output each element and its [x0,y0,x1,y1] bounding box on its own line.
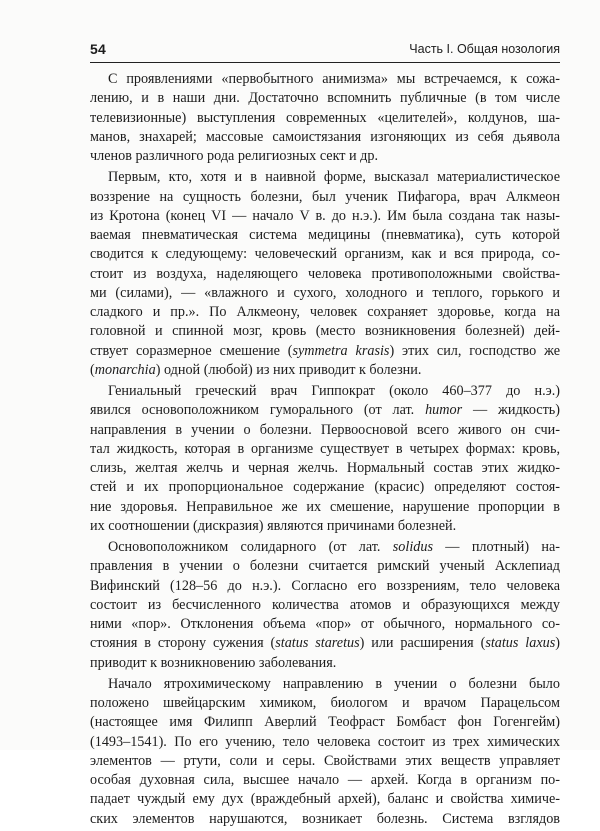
text-line [90,478,560,497]
text-run: воззрение на сущность болезни, был ученик Пифагора, врач Алкмеон [90,188,560,205]
text-line [90,498,560,517]
paragraph [90,382,560,536]
italic-term: symmetra krasis [292,342,390,359]
text-run: членов различного рода религиозных сект и др. [90,148,379,164]
text-line [90,128,560,147]
text-line [90,188,560,207]
text-line [90,382,560,401]
text-run: манов, знахарей; массовые самоистязания изгоняющих из себя дьявола [90,128,560,145]
text-line [90,810,560,829]
text-run: — плотный) на- [432,539,560,555]
paragraph [90,168,560,380]
text-line [90,284,560,303]
text-run: ) или расширения ( [359,635,486,652]
text-line [90,557,560,576]
text-run: приводит к возникновению заболевания. [90,654,337,671]
text-run: тал жидкость, которая в организме существует в четырех формах: кровь, [90,440,560,457]
text-line [90,168,560,187]
text-run: положено швейцарским химиком, биологом и врачом Парацельсом [90,695,560,711]
italic-term: status staretus [275,635,360,652]
text-line [90,733,560,752]
paragraph [90,675,560,829]
text-run: (1493–1541). По его учению, тело человека состоит из трех химических [90,733,560,750]
text-run: Основоположником солидарного (от лат. [108,539,393,555]
italic-term: humor [425,402,463,419]
text-run: стояния в сторону сужения ( [90,635,276,652]
text-run: особая духовная сила, высшее начало — архей. Когда в организм по- [90,772,560,788]
text-run: ских элементов нарушаются, возникает болезнь. Система взглядов [90,810,560,827]
text-line [90,694,560,713]
text-run: правления в учении о болезни считается римский ученый Асклепиад [90,558,560,575]
running-header [90,40,560,63]
text-line [90,713,560,732]
text-line [90,596,560,615]
italic-term: solidus [392,539,433,555]
text-run: падает чуждый ему дух (враждебный архей), баланс и свойства химиче- [90,791,560,808]
text-run: (настоящее имя Филипп Аверлий Теофраст Бомбаст фон Гогенгейм) [90,714,560,731]
text-line [90,440,560,459]
text-run: ние здоровья. Неправильное же их смешение, нарушение пропорции в [90,498,560,515]
text-run: стей и их пропорциональное содержание (красис) определяют состоя- [90,479,560,496]
italic-term: status laxus [485,635,556,652]
text-run: ) этих сил, господство же [389,342,561,359]
text-run: ( [90,361,95,378]
text-line [90,147,560,166]
text-line [90,654,560,673]
text-run: из Кротона (конец VI — начало V в. до н.э.). Им была создана так назы- [90,207,560,224]
text-run: лению, и в наши дни. Достаточно вспомнить публичные (в том числе [90,90,560,107]
text-run: Первым, кто, хотя и в наивной форме, высказал материалистическое [108,169,560,186]
page-number: 54 [90,41,106,57]
text-line [90,675,560,694]
text-line [90,70,560,89]
text-run: их соотношении (дискразия) являются причинами болезней. [90,517,457,534]
text-run: — жидкость) [462,402,560,419]
text-run: ми (силами), — «влажного и сухого, холодного и теплого, горького и [90,284,560,301]
text-run: Начало ятрохимическому направлению в учении о болезни было [108,675,560,692]
text-line [90,226,560,245]
text-run: ) [555,635,560,652]
text-run: ) одной (любой) из них приводит к болезни. [155,361,422,378]
text-run: направления в учении о болезни. Первоосновой всего живого он счи- [90,421,560,438]
text-line [90,322,560,341]
text-run: слизь, желтая желчь и черная желчь. Нормальный состав этих жидко- [90,460,560,476]
text-run: сладкого и пр.». По Алкмеону, человек сохраняет здоровье, когда на [90,304,560,320]
text-run: ваемая пневматическая система медицины (пневматика), суть которой [90,227,560,243]
text-run: элементов — ртути, соли и серы. Свойствами этих веществ управляет [90,752,560,769]
text-line [90,361,560,380]
text-run: телевизионные) выступления современных «целителей», колдунов, ша- [90,109,560,126]
text-line [90,615,560,634]
text-run: С проявлениями «первобытного анимизма» мы встречаемся, к сожа- [108,71,560,87]
paragraph [90,70,560,166]
text-line [90,459,560,478]
section-title: Часть I. Общая нозология [409,42,560,56]
text-line [90,401,560,420]
text-line [90,303,560,322]
text-run: состоит из бесчисленного количества атомов и образующихся между [90,596,560,613]
body-text [90,70,560,831]
text-line [90,634,560,653]
text-run: Вифинский (128–56 до н.э.). Согласно его воззрениям, тело человека [90,577,560,594]
text-run: головной и спинной мозг, кровь (место возникновения болезней) дей- [90,323,560,340]
text-line [90,771,560,790]
text-line [90,790,560,809]
text-line [90,517,560,536]
italic-term: monarchia [94,361,156,378]
text-run: стоит из воздуха, наделяющего человека противоположными свойства- [90,265,560,282]
paragraph [90,538,560,673]
text-line [90,577,560,596]
text-run: явился основоположником гуморального (от лат. [90,402,426,419]
text-line [90,207,560,226]
text-line [90,89,560,108]
text-line [90,245,560,264]
text-run: ними «пор». Отклонения объема «пор» от обычного, нормального со- [90,616,560,632]
text-line [90,538,560,557]
text-line [90,421,560,440]
text-line [90,109,560,128]
text-line [90,342,560,361]
text-line [90,752,560,771]
text-line [90,265,560,284]
text-run: сводится к следующему: человеческий организм, как и вся природа, со- [90,246,560,263]
text-run: Гениальный греческий врач Гиппократ (около 460–377 до н.э.) [108,383,560,399]
text-run: ствует соразмерное смешение ( [90,342,293,359]
